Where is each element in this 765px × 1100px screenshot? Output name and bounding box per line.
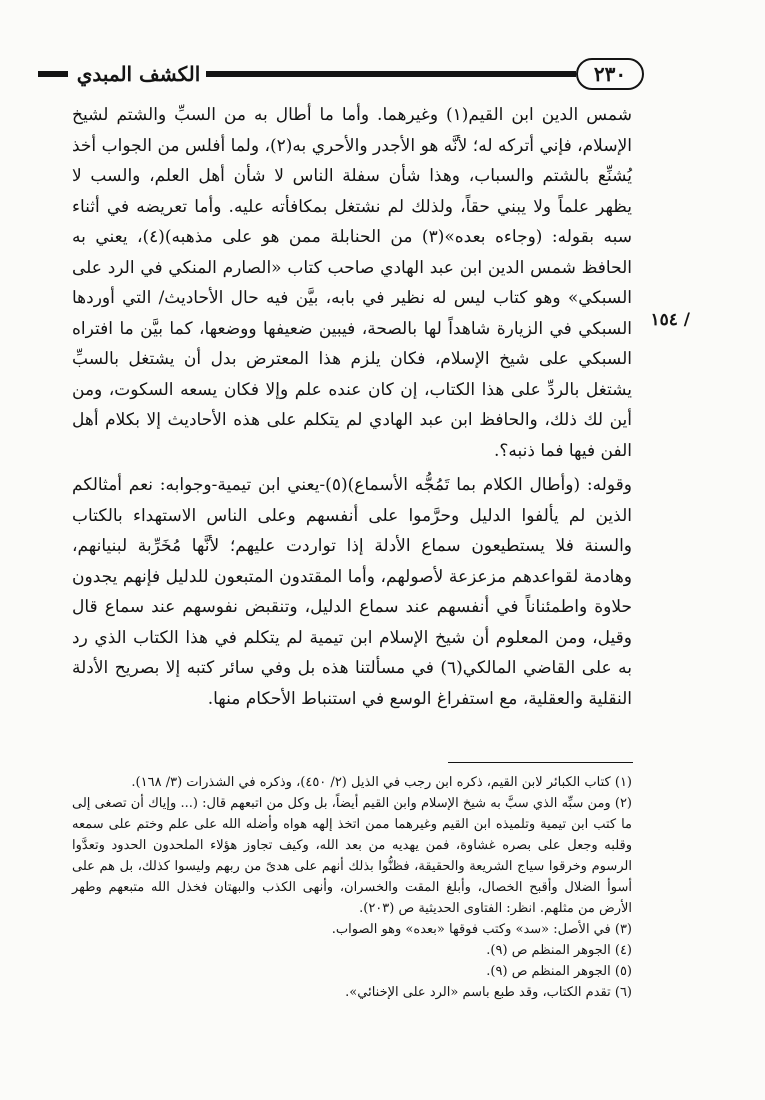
footnote: (٤) الجوهر المنظم ص (٩). xyxy=(486,943,632,958)
page-header xyxy=(38,58,638,92)
running-title: الكشف المبدي xyxy=(76,62,201,86)
page-number: ٢٣٠ xyxy=(576,58,644,90)
footnote: (٣) في الأصل: «سد» وكتب فوقها «بعده» وهو الصواب. xyxy=(331,922,632,937)
footnote-separator xyxy=(448,762,633,763)
body-paragraph: وقوله: (وأطال الكلام بما تَمُجُّه الأسماع)(٥)-يعني ابن تيمية-وجوابه: نعم أمثالكم الذين لم يألفوا الدليل وحرَّموا على أنفسهم وعلى الناس الاستهداء بالكتاب والسنة فلا يستطيعون سماع الأدلة إذا تواردت عليهم؛ لأنَّها مُخَرِّبة لبنيانهم، وهادمة لقواعدهم مزعزعة لأصولهم، وأما المقتدون المتبعون للدليل فإنهم يجدون حلاوة واطمئناناً في أنفسهم عند سماع الدليل، وتنقبض نفوسهم عند سماع قال وقيل، ومن المعلوم أن شيخ الإسلام ابن تيمية لم يتكلم في هذا الكتاب الذي رد به على القاضي المالكي(٦) في مسألتنا هذه بل وفي سائر كتبه إلا بصريح الأدلة النقلية والعقلية، مع استفراغ الوسع في استنباط الأحكام منها. xyxy=(72,475,632,709)
footnote: (٥) الجوهر المنظم ص (٩). xyxy=(486,964,632,979)
footnote: (١) كتاب الكبائر لابن القيم، ذكره ابن رجب في الذيل (٢/ ٤٥٠)، وذكره في الشذرات (٣/ ١٦٨). xyxy=(131,775,632,790)
footnotes xyxy=(72,772,632,1003)
header-rule-left xyxy=(38,71,68,77)
footnote: (٢) ومن سبِّه الذي سبَّ به شيخ الإسلام وابن القيم أيضاً، بل وكل من اتبعهم قال: (... وإياك أن تصغى إلى ما كتب ابن تيمية وتلميذه ابن القيم وغيرهما ممن اتخذ إلهه هواه وأضله الله على علم وختم على سمعه وقلبه وجعل على بصره غشاوة، فمن يهديه من بعد الله، وكيف تجاوز هؤلاء الملحدون الحدود وتعدَّوا الرسوم وخرقوا سياج الشريعة والحقيقة، فظنُّوا بذلك أنهم على هدىً من ربهم وليسوا كذلك، بل هم على أسوأ الضلال وأقبح الخصال، وأبلغ المقت والخسران، وأنهى الكذب والبهتان فخذل الله متبعهم وطهر الأرض من مثلهم. انظر: الفتاوى الحديثية ص (٢٠٣). xyxy=(72,796,632,916)
header-rule-right xyxy=(206,71,576,77)
manuscript-folio-note: / ١٥٤ xyxy=(650,310,690,330)
body-paragraph: شمس الدين ابن القيم(١) وغيرهما. وأما ما أطال به من السبِّ والشتم لشيخ الإسلام، فإني أتركه له؛ لأنَّه هو الأجدر والأحري به(٢)، ولما أفلس من الجواب أخذ يُشنِّع بالشتم والسباب، وهذا شأن سفلة الناس لا شأن أهل العلم، والسب لا يظهر علماً ولا يبني حقاً، ولذلك لم نشتغل بمكافأته عليه. وأما تعريضه في أثناء سبه بقوله: (وجاءه بعده»(٣) من الحنابلة ممن هو على مذهبه)(٤)، يعني به الحافظ شمس الدين ابن عبد الهادي صاحب كتاب «الصارم المنكي في الرد على السبكي» وهو كتاب ليس له نظير في بابه، بيَّن فيه حال الأحاديث/ التي أوردها السبكي في الزيارة شاهداً لها بالصحة، فيبين ضعيفها ووضعها، كما بيَّن ما افتراه السبكي على شيخ الإسلام، فكان يلزم هذا المعترض بدل أن يشتغل بالسبِّ يشتغل بالردِّ على هذا الكتاب، إن كان عنده علم وإلا فكان يسعه السكوت، ومن أين لك ذلك، والحافظ ابن عبد الهادي لم يتكلم على هذه الأحاديث إلا بكلام أهل الفن فيها فما ذنبه؟. xyxy=(72,105,633,461)
footnote: (٦) تقدم الكتاب، وقد طبع باسم «الرد على الإخنائي». xyxy=(345,985,632,1000)
main-text xyxy=(72,100,632,714)
